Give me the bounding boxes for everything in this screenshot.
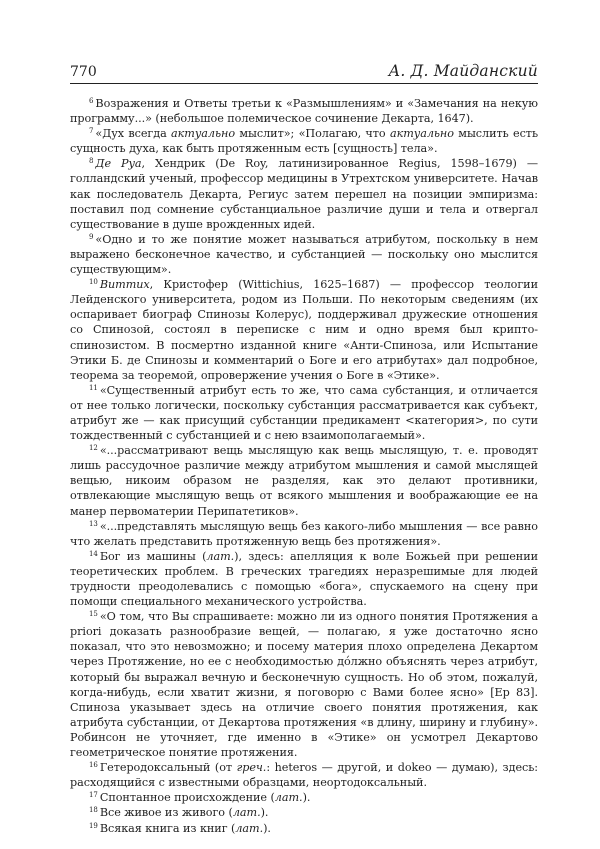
note-number: 14 [89, 549, 98, 558]
note-number: 13 [89, 519, 98, 528]
document-page [70, 62, 538, 836]
endnote-10 [70, 277, 538, 383]
note-text: ). [260, 806, 269, 820]
italic-text: греч. [236, 761, 267, 775]
note-number: 17 [89, 791, 98, 800]
note-text: «О том, что Вы спрашиваете: можно ли из одного понятия Протяжения a priori доказать разнообразие вещей, — полагаю, я уже достаточно ясно показал, что это невозможно; и посему материя плохо определена Декартом через Протяжение, но ее с необходимостью дóлжно объяснять через атрибут, который бы выражал вечную и бесконечную сущность. Но об этом, пожалуй, когда-нибудь, если хватит жизни, я поговорю с Вами более ясно» [Ep 83]. Спиноза указывает здесь на отличие своего понятия протяжения, как атрибута субстанции, от Декартова протяжения «в длину, ширину и глубину». Робинсон не уточняет, где именно в «Этике» он усмотрел Декартово геометрическое понятие протяжения. [70, 610, 538, 760]
endnote-16 [70, 760, 538, 790]
note-number: 9 [89, 232, 94, 241]
note-number: 6 [89, 97, 94, 105]
italic-text: актуально [171, 127, 236, 141]
endnote-8 [70, 156, 538, 231]
italic-text: лат. [235, 821, 264, 835]
note-text: мыслить есть сущность духа, как быть протяженным есть [сущность] тела». [70, 127, 538, 156]
note-text: Все живое из живого ( [99, 806, 233, 820]
running-head-author: А. Д. Майданский [388, 62, 538, 80]
note-text: «Существенный атрибут есть то же, что сама субстанция, и отличается от нее только логически, поскольку субстанция рассматривается как субъект, атрибут же — как присущий субстанции предикамент <категория>, по сути тождественный с субстанцией и с нею взаимополагаемый». [70, 383, 538, 443]
italic-text: лат. [232, 806, 261, 820]
endnote-18 [70, 805, 538, 820]
endnote-15 [70, 609, 538, 760]
note-text: Возражения и Ответы третьи к «Размышлениям» и «Замечания на некую программу...» (небольшое полемическое сочинение Декарта, 1647). [70, 97, 538, 126]
endnote-14 [70, 549, 538, 609]
note-text: Бог из машины ( [99, 549, 207, 563]
page-number: 770 [70, 64, 97, 80]
note-number: 16 [89, 761, 98, 770]
endnote-6 [70, 96, 538, 126]
note-text: «...рассматривают вещь мыслящую как вещь мыслящую, т. е. проводят лишь рассудочное различие между атрибутом мышления и самой мыслящей вещью, никоим образом не разделяя, как это делают противники, отвлекающие мыслящую вещь от всякого мышления и воображающие ее на манер первоматерии Перипатетиков». [70, 444, 538, 518]
italic-text: лат. [274, 791, 303, 805]
note-text: , Кристофер (Wittichius, 1625–1687) — профессор теологии Лейденского университета, родом из Польши. По некоторым сведениям (их оспаривает биограф Спинозы Колерус), поддерживал дружеские отношения со Спинозой, состоял в переписке с ним и одно время был крипто-спинозистом. В посмертно изданной книге «Анти-Спиноза, или Испытание Этики Б. де Спинозы и комментарий о Боге и его атрибутах» дал подробное, теорема за теоремой, опровержение учения о Боге в «Этике». [70, 278, 538, 382]
endnote-7 [70, 126, 538, 156]
note-number: 11 [89, 383, 98, 392]
note-text: «Одно и то же понятие может называться атрибутом, поскольку в нем выражено бесконечное качество, и субстанцией — поскольку оно мыслится существующим». [70, 232, 538, 277]
endnote-19 [70, 821, 538, 836]
note-text: ). [263, 821, 271, 835]
italic-text: Виттих [99, 278, 150, 292]
note-text: ). [302, 791, 311, 805]
endnotes-list [70, 96, 538, 836]
italic-text: актуально [389, 127, 454, 141]
note-text: Гетеродоксальный (от [99, 761, 237, 775]
italic-text: Де Руа [95, 157, 142, 171]
note-text: «Дух всегда [95, 127, 172, 141]
note-text: «...представлять мыслящую вещь без какого-либо мышления — все равно что желать представить протяженную вещь без протяжения». [70, 519, 538, 548]
note-number: 7 [89, 127, 94, 136]
endnote-13 [70, 519, 538, 549]
running-header [70, 62, 538, 84]
note-text: ), здесь: апелляция к воле Божьей при решении теоретических проблем. В греческих трагедиях неразрешимые для людей трудности преодолевались с помощью «бога», спускаемого на сцену при помощи специального механического устройства. [70, 549, 539, 609]
endnote-17 [70, 790, 538, 805]
endnote-11 [70, 383, 538, 443]
note-number: 10 [89, 278, 98, 287]
note-text: : heteros — другой, и dokeo — думаю), здесь: расходящийся с известными образцами, неортодоксальный. [70, 761, 538, 790]
endnote-12 [70, 443, 538, 518]
endnote-9 [70, 232, 538, 277]
note-text: Спонтанное происхождение ( [99, 791, 275, 805]
italic-text: лат. [206, 549, 235, 563]
note-number: 15 [89, 610, 98, 619]
note-text: , Хендрик (De Roy, латинизированное Regius, 1598–1679) — голландский ученый, профессор медицины в Утрехтском университете. Начав как последователь Декарта, Региус затем перешел на позиции эмпиризма: поставил под сомнение субстанциальное различие души и тела и отвергал существование в душе врожденных идей. [70, 157, 538, 231]
note-number: 18 [89, 806, 98, 815]
note-number: 8 [89, 157, 94, 166]
note-text: мыслит»; «Полагаю, что [235, 127, 390, 141]
note-number: 19 [89, 821, 98, 830]
note-text: Всякая книга из книг ( [99, 821, 236, 835]
note-number: 12 [89, 444, 98, 453]
